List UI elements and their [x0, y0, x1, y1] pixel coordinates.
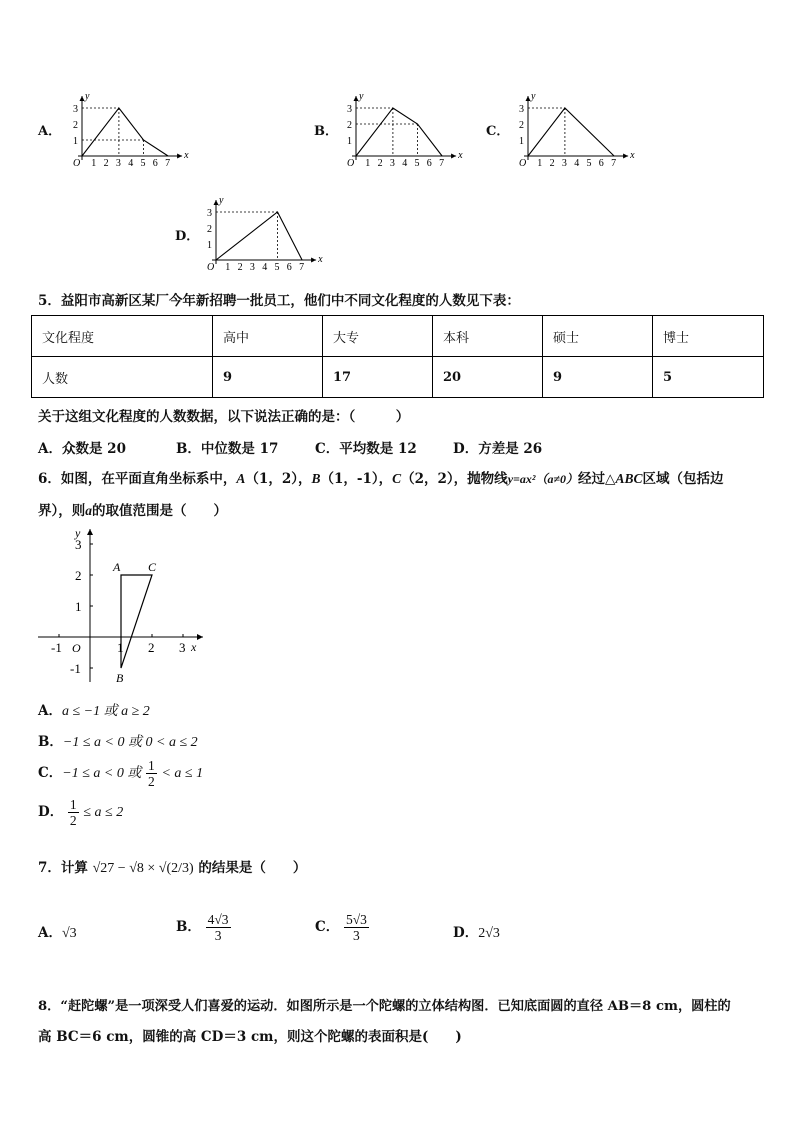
y-axis-label: y — [75, 526, 81, 540]
x-axis-arrow — [311, 258, 316, 263]
x-tick-label: 1 — [537, 158, 543, 169]
x-tick-label: 7 — [439, 158, 445, 169]
table-cell: 大专 — [323, 316, 433, 357]
x-tick-label: 4 — [402, 158, 408, 169]
x-axis-label: x — [191, 640, 197, 654]
x-tick-label: 1 — [117, 640, 124, 655]
q4-option-b-label: B． — [314, 124, 338, 139]
table-cell: 博士 — [653, 316, 764, 357]
fraction-numerator: 5√3 — [345, 912, 367, 927]
y-tick-label: 1 — [347, 136, 352, 147]
x-tick-label: 4 — [128, 158, 134, 169]
origin-label: O — [72, 641, 81, 655]
x-tick-label: 2 — [148, 640, 155, 655]
x-tick-label: 3 — [115, 158, 121, 169]
y-axis-label: y — [219, 195, 224, 206]
y-tick-label: 1 — [75, 599, 82, 614]
y-axis-label: y — [359, 91, 364, 102]
x-tick-label: 1 — [365, 158, 371, 169]
fraction — [68, 797, 79, 828]
table-cell: 9 — [213, 357, 323, 398]
point-b-coord: （1，-1）， — [320, 471, 393, 487]
x-tick-label: 2 — [377, 158, 383, 169]
graph-line — [528, 108, 614, 156]
q4-option-d-label: D． — [175, 229, 200, 244]
option-label: D． — [453, 925, 479, 941]
option-label: D． — [38, 804, 64, 820]
x-tick-label: 2 — [549, 158, 555, 169]
fraction-numerator: 4√3 — [207, 912, 229, 927]
q6-option-c — [38, 758, 203, 789]
y-axis-arrow — [214, 200, 219, 205]
x-tick-label: 3 — [561, 158, 567, 169]
y-tick-label: 3 — [347, 104, 352, 115]
q8-stem-line2: 高 BC＝6 cm，圆锥的高 CD＝3 cm，则这个陀螺的表面积是( ) — [38, 1029, 462, 1045]
y-tick-label: 2 — [75, 568, 82, 583]
x-axis-label: x — [458, 150, 463, 161]
fraction-numerator: 1 — [69, 797, 77, 812]
option-label: A． — [38, 703, 62, 719]
q4-graph-d — [196, 190, 326, 280]
option-label: B． — [176, 919, 201, 935]
option-math: ≤ a ≤ 2 — [83, 805, 124, 820]
x-tick-label: 3 — [249, 262, 255, 273]
x-tick-label: 5 — [274, 262, 280, 273]
q5-option-b: B．中位数是 17 — [176, 441, 279, 457]
y-axis-arrow — [80, 96, 85, 101]
option-math: < a ≤ 1 — [161, 766, 204, 781]
q6-stem-line1 — [38, 468, 723, 490]
table-cell: 17 — [323, 357, 433, 398]
table-cell: 硕士 — [543, 316, 653, 357]
x-tick-label: 6 — [286, 262, 292, 273]
x-tick-label: 4 — [262, 262, 268, 273]
q7-option-a — [38, 921, 77, 942]
option-math: −1 ≤ a < 0 或 0 < a ≤ 2 — [62, 735, 198, 750]
variable-a: a — [85, 503, 92, 518]
x-tick-label: 2 — [103, 158, 109, 169]
q6-stem-text: 经过△ — [578, 471, 616, 487]
table-cell: 人数 — [32, 357, 213, 398]
y-tick-label: 1 — [73, 136, 78, 147]
triangle-name: ABC — [615, 471, 643, 486]
graph-line — [82, 108, 168, 156]
q8-stem-line1: 8．“赶陀螺”是一项深受人们喜爱的运动．如图所示是一个陀螺的立体结构图．已知底面圆的直径 AB＝8 cm，圆柱的 — [38, 999, 731, 1014]
table-cell: 本科 — [433, 316, 543, 357]
fraction — [206, 912, 231, 943]
point-a-label: A — [113, 560, 121, 574]
q5-question: 关于这组文化程度的人数数据，以下说法正确的是：（ ） — [38, 409, 410, 425]
q7-option-b — [176, 912, 231, 943]
q4-option-a-label: A． — [38, 124, 62, 139]
x-tick-label: 6 — [426, 158, 432, 169]
y-tick-label: 3 — [75, 537, 82, 552]
q4-graph-a — [62, 86, 192, 174]
table-cell: 文化程度 — [32, 316, 213, 357]
q6-stem-text: 界），则 — [38, 503, 86, 519]
x-tick-label: 1 — [91, 158, 97, 169]
x-tick-label: 7 — [299, 262, 305, 273]
y-axis-arrow — [87, 529, 93, 535]
x-tick-label: 3 — [389, 158, 395, 169]
x-axis-label: x — [184, 150, 189, 161]
q5-stem: 5．益阳市高新区某厂今年新招聘一批员工，他们中不同文化程度的人数见下表： — [38, 293, 520, 309]
y-tick-label: 2 — [207, 224, 212, 235]
option-math: 2√3 — [478, 926, 500, 941]
point-b-label: B — [116, 671, 124, 685]
x-tick-label: 4 — [574, 158, 580, 169]
q6-coordinate-figure — [34, 525, 204, 699]
x-axis-arrow — [623, 154, 628, 159]
option-math: √3 — [61, 926, 77, 941]
y-tick-label: 2 — [519, 120, 524, 131]
q6-stem-text: 6．如图，在平面直角坐标系中， — [38, 471, 237, 487]
point-c-coord: （2，2），抛物线 — [401, 471, 508, 487]
point-c-name: C — [392, 471, 402, 486]
y-axis-arrow — [354, 96, 359, 101]
q7-option-d — [453, 921, 500, 942]
x-tick-label: 7 — [611, 158, 617, 169]
table-header-row — [32, 316, 764, 357]
fraction — [344, 912, 369, 943]
x-axis-label: x — [630, 150, 635, 161]
option-label: A． — [38, 925, 62, 941]
x-axis-arrow — [197, 634, 203, 640]
table-cell: 9 — [543, 357, 653, 398]
y-tick-label: 1 — [519, 136, 524, 147]
q5-education-table — [31, 315, 764, 398]
q6-option-a — [38, 699, 150, 720]
fraction — [146, 758, 157, 789]
table-cell: 高中 — [213, 316, 323, 357]
fraction-denominator: 2 — [69, 813, 77, 828]
y-axis-arrow — [526, 96, 531, 101]
x-tick-label: 2 — [237, 262, 243, 273]
table-cell: 5 — [653, 357, 764, 398]
x-axis-label: x — [318, 254, 323, 265]
origin-label: O — [73, 158, 81, 169]
x-axis-arrow — [451, 154, 456, 159]
q4-option-c-label: C． — [486, 124, 510, 139]
x-tick-label: 5 — [414, 158, 420, 169]
q4-graph-c — [508, 86, 638, 174]
q7-option-c — [315, 912, 369, 943]
option-label: C． — [38, 765, 63, 781]
x-tick-label: 1 — [225, 262, 231, 273]
q6-stem-line2 — [38, 500, 227, 522]
x-axis-arrow — [177, 154, 182, 159]
y-tick-label: 3 — [519, 104, 524, 115]
q6-option-d — [38, 797, 123, 828]
origin-label: O — [519, 158, 527, 169]
table-row — [32, 357, 764, 398]
x-tick-label: 7 — [165, 158, 171, 169]
y-axis-label: y — [531, 91, 536, 102]
option-math: −1 ≤ a < 0 或 — [62, 766, 142, 781]
y-tick-label: 2 — [73, 120, 78, 131]
y-axis-label: y — [85, 91, 90, 102]
q6-stem-text: 的取值范围是（ ） — [92, 503, 227, 519]
origin-label: O — [347, 158, 355, 169]
table-cell: 20 — [433, 357, 543, 398]
fraction-denominator: 3 — [353, 928, 360, 943]
y-tick-label: 3 — [207, 208, 212, 219]
origin-label: O — [207, 262, 215, 273]
graph-line — [216, 212, 302, 260]
point-b-name: B — [311, 471, 321, 486]
y-tick-label: 1 — [207, 240, 212, 251]
x-tick-label: 5 — [140, 158, 146, 169]
y-tick-label: 2 — [347, 120, 352, 131]
fraction-denominator: 3 — [214, 928, 222, 943]
q5-option-c: C．平均数是 12 — [315, 441, 417, 457]
x-tick-label: 6 — [152, 158, 158, 169]
q5-option-a: A．众数是 20 — [38, 441, 126, 457]
q6-option-b — [38, 730, 198, 751]
q7-suffix: 的结果是（ ） — [198, 860, 307, 876]
parabola-formula: y=ax²（a≠0） — [507, 472, 579, 486]
q7-expression: √27 − √8 × √(2/3) — [92, 861, 194, 876]
q4-graph-b — [336, 86, 466, 174]
q7-stem — [38, 857, 306, 880]
y-tick-label: -1 — [70, 661, 81, 676]
graph-line — [356, 108, 442, 156]
x-tick-label: 6 — [598, 158, 604, 169]
x-tick-label: 5 — [586, 158, 592, 169]
x-tick-label: 3 — [179, 640, 186, 655]
option-label: B． — [38, 734, 63, 750]
q7-prefix: 7．计算 — [38, 860, 88, 876]
point-a-coord: （1，2）， — [245, 471, 312, 487]
option-math: a ≤ −1 或 a ≥ 2 — [61, 704, 150, 719]
fraction-numerator: 1 — [148, 758, 155, 773]
point-a-name: A — [236, 471, 246, 486]
point-c-label: C — [148, 560, 157, 574]
q5-option-d: D．方差是 26 — [453, 441, 543, 457]
x-tick-label: -1 — [51, 640, 62, 655]
fraction-denominator: 2 — [148, 774, 155, 789]
q6-stem-text: 区域（包括边 — [642, 471, 724, 487]
option-label: C． — [315, 919, 340, 935]
y-tick-label: 3 — [73, 104, 78, 115]
